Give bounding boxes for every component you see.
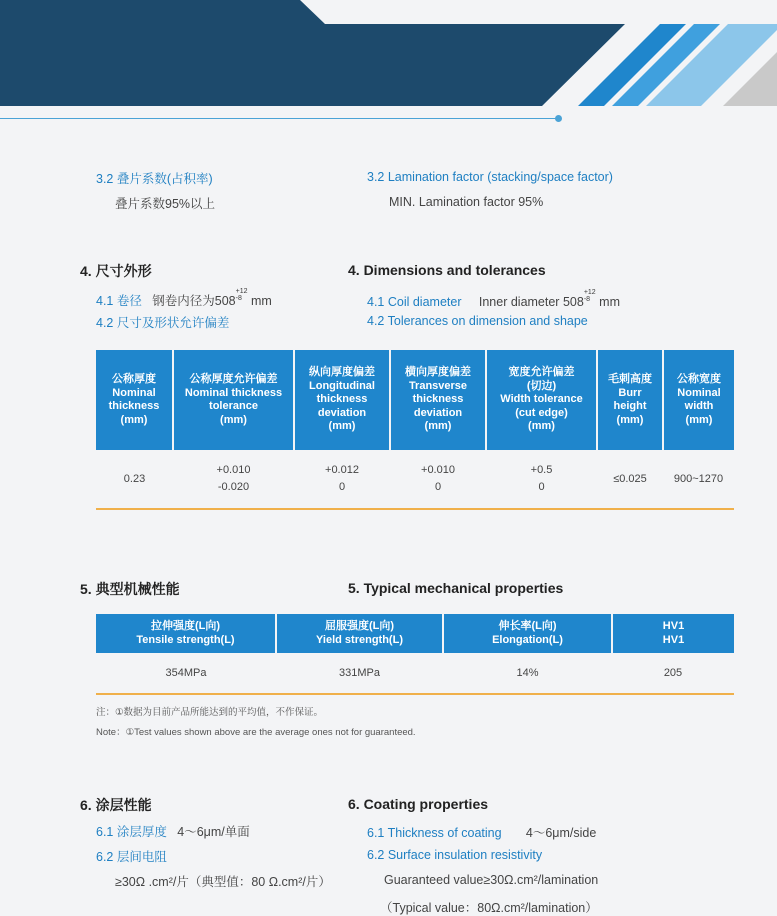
- col-hv1: HV1 HV1: [612, 614, 734, 653]
- cell-longitudinal-deviation: +0.012 0: [325, 464, 359, 493]
- mechanical-table-rule: [96, 693, 734, 695]
- col-yield-strength: 屈服强度(L向) Yield strength(L): [276, 614, 443, 653]
- col-nominal-thickness: 公称厚度 Nominal thickness (mm): [96, 350, 173, 450]
- coil-diameter-en-text: Inner diameter 508: [478, 295, 584, 309]
- cell-yield-strength: 331MPa: [339, 666, 380, 679]
- resistance-cn-value: ≥30Ω .cm²/片（典型值：80 Ω.cm²/片）: [115, 875, 331, 889]
- resistance-en-value-typical: （Typical value：80Ω.cm²/lamination）: [380, 901, 598, 915]
- coil-diameter-en: [367, 289, 620, 309]
- dimensions-table: [96, 350, 734, 508]
- dimensions-table-header: [96, 350, 734, 450]
- cell-hv1: 205: [663, 666, 683, 679]
- coil-unit-cn: mm: [251, 294, 272, 308]
- dimensions-table-rule: [96, 508, 734, 510]
- coil-diameter-cn: [96, 288, 272, 309]
- coating-thickness-cn: [96, 822, 250, 840]
- header-divider: [0, 118, 558, 119]
- lamination-en-text: MIN. Lamination factor 95%: [389, 195, 544, 209]
- table-row: [96, 450, 734, 508]
- col-tensile-strength: 拉伸强度(L向) Tensile strength(L): [96, 614, 276, 653]
- mechanical-en-heading: 5. Typical mechanical properties: [348, 580, 564, 596]
- lamination-cn-text: 叠片系数95%以上: [115, 197, 216, 211]
- col-longitudinal-deviation: 纵向厚度偏差 Longitudinal thickness deviation (mm): [294, 350, 390, 450]
- col-transverse-deviation: 横向厚度偏差 Transverse thickness deviation (mm): [390, 350, 486, 450]
- coating-thickness-cn-label: 6.1 涂层厚度: [96, 825, 167, 839]
- coil-tolerance-cn: +12 -8: [235, 288, 248, 302]
- col-nominal-width: 公称宽度 Nominal width (mm): [663, 350, 734, 450]
- coating-thickness-en: [367, 823, 596, 841]
- lamination-en-title: 3.2 Lamination factor (stacking/space factor): [367, 170, 613, 184]
- coil-unit-en: mm: [599, 295, 620, 309]
- cell-nominal-width: 900~1270: [673, 472, 724, 485]
- cell-width-tolerance: +0.5 0: [530, 464, 553, 493]
- resistance-en-label: 6.2 Surface insulation resistivity: [367, 848, 543, 862]
- col-thickness-tolerance: 公称厚度允许偏差 Nominal thickness tolerance (mm): [173, 350, 294, 450]
- note-en: Note：①Test values shown above are the average ones not for guaranteed.: [96, 727, 416, 738]
- mechanical-table: [96, 614, 734, 693]
- coil-diameter-en-label: 4.1 Coil diameter: [367, 295, 462, 309]
- col-width-tolerance: 宽度允许偏差 (切边) Width tolerance (cut edge) (mm): [486, 350, 597, 450]
- cell-elongation: 14%: [516, 666, 539, 679]
- coating-thickness-en-value: 4～6μm/side: [525, 826, 597, 840]
- coating-en-heading: 6. Coating properties: [348, 796, 489, 812]
- tolerance-en-label: 4.2 Tolerances on dimension and shape: [367, 314, 588, 328]
- coil-diameter-cn-label: 4.1 卷径: [96, 294, 142, 308]
- mechanical-cn-heading: 5. 典型机械性能: [80, 581, 180, 597]
- coating-cn-heading: 6. 涂层性能: [80, 797, 152, 813]
- coil-diameter-cn-text: 钢卷内径为508: [152, 294, 236, 308]
- lamination-cn-title: 3.2 叠片系数(占积率): [96, 172, 213, 186]
- cell-nominal-thickness: 0.23: [123, 472, 146, 485]
- coating-thickness-en-label: 6.1 Thickness of coating: [367, 826, 502, 840]
- resistance-en-value-guaranteed: Guaranteed value≥30Ω.cm²/lamination: [384, 873, 599, 887]
- note-cn: 注：①数据为目前产品所能达到的平均值，不作保证。: [96, 707, 324, 718]
- cell-thickness-tolerance: +0.010 -0.020: [216, 464, 251, 493]
- resistance-cn-label: 6.2 层间电阻: [96, 850, 167, 864]
- tolerance-cn-label: 4.2 尺寸及形状允许偏差: [96, 316, 230, 330]
- coating-thickness-cn-value: 4～6μm/单面: [177, 825, 250, 839]
- mechanical-table-header: [96, 614, 734, 653]
- coil-tolerance-en: +12 -8: [583, 289, 596, 303]
- cell-transverse-deviation: +0.010 0: [421, 464, 455, 493]
- divider-dot: [555, 115, 562, 122]
- header-banner: [0, 0, 777, 110]
- table-row: [96, 653, 734, 693]
- cell-tensile-strength: 354MPa: [165, 666, 207, 679]
- col-elongation: 伸长率(L向) Elongation(L): [443, 614, 612, 653]
- cell-burr-height: ≤0.025: [613, 472, 647, 485]
- dimensions-en-heading: 4. Dimensions and tolerances: [348, 262, 546, 278]
- dimensions-cn-heading: 4. 尺寸外形: [80, 263, 152, 279]
- col-burr-height: 毛刺高度 Burr height (mm): [597, 350, 663, 450]
